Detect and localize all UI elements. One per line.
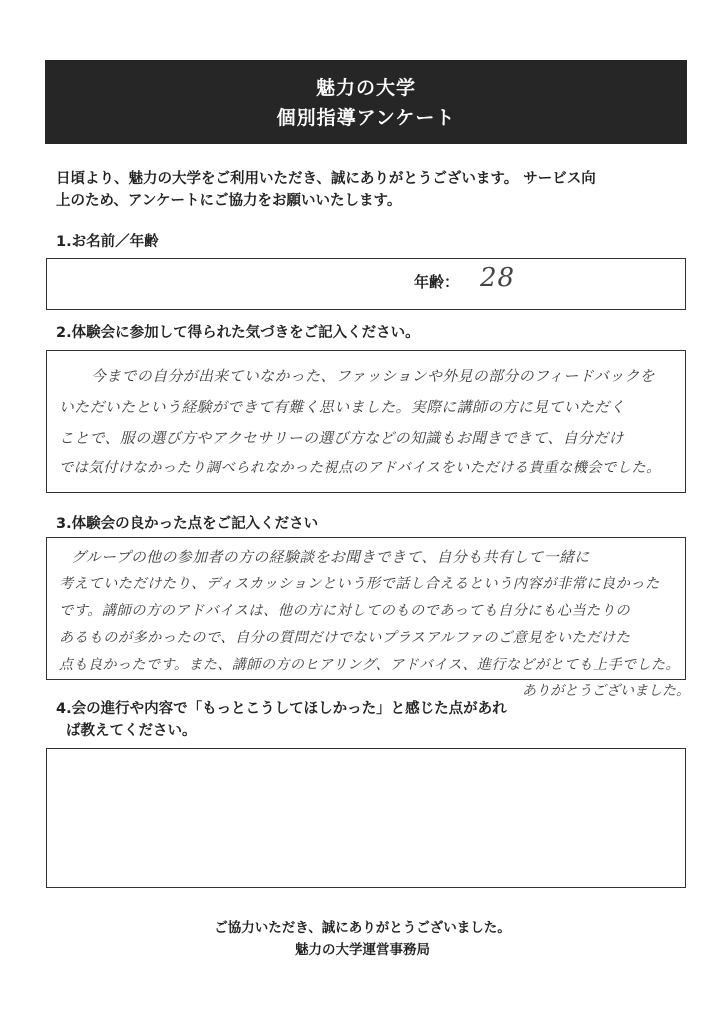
q3-answer-line: あるものが多かったので、自分の質問だけでないプラスアルファのご意見をいただけた [59, 630, 631, 646]
q3-answer-line: 点も良かったです。また、講師の方のヒアリング、アドバイス、進行などがとても上手でした。 [59, 657, 680, 673]
q3-label: 3.体験会の良かった点をご記入ください [56, 516, 319, 532]
q3-answer-line: グループの他の参加者の方の経験談をお聞きできて、自分も共有して一緒に [71, 549, 590, 566]
age-label: 年齢： [413, 273, 459, 291]
intro-text [56, 168, 686, 212]
q3-closing-note: ありがとうございました。 [522, 683, 690, 699]
intro-line-1: 日頃より、魅力の大学をご利用いただき、誠にありがとうございます。 サービス向 [56, 171, 596, 187]
q3-answer-line: です。講師の方のアドバイスは、他の方に対してのものであっても自分にも心当たりの [59, 603, 631, 619]
header-subtitle: 個別指導アンケート [276, 107, 456, 129]
footer-thanks: ご協力いただき、誠にありがとうございました。 [214, 920, 511, 936]
header-band [45, 60, 687, 144]
header-title: 魅力の大学 [315, 77, 416, 99]
age-value: 28 [480, 263, 516, 293]
footer-organization: 魅力の大学運営事務局 [295, 942, 430, 958]
q4-label [56, 698, 507, 742]
q3-answer-line: 考えていただけたり、ディスカッションという形で話し合えるという内容が非常に良かった [59, 576, 660, 592]
q2-answer-line: 今までの自分が出来ていなかった、ファッションや外見の部分のフィードバックを [91, 368, 655, 385]
q4-label-line-1: 4.会の進行や内容で「もっとこうしてほしかった」と感じた点があれ [56, 701, 507, 717]
q4-label-line-2: ば教えてください。 [66, 723, 197, 739]
q2-answer-line: では気付けなかったり調べられなかった視点のアドバイスをいただける貴重な機会でした。 [59, 460, 661, 476]
q2-answer-line: いただいたという経験ができて有難く思いました。実際に講師の方に見ていただく [59, 399, 625, 416]
q2-answer-line: ことで、服の選び方やアクセサリーの選び方などの知識もお聞きできて、自分だけ [59, 430, 624, 447]
q4-answer-box[interactable] [46, 748, 686, 888]
q3-answer-box[interactable] [46, 537, 686, 680]
q2-answer-box[interactable] [46, 350, 686, 493]
q2-label: 2.体験会に参加して得られた気づきをご記入ください。 [56, 325, 420, 341]
intro-line-2: 上のため、アンケートにご協力をお願いいたします。 [56, 193, 402, 209]
q1-label: 1.お名前／年齢 [56, 234, 159, 250]
q1-answer-box[interactable] [46, 258, 686, 310]
